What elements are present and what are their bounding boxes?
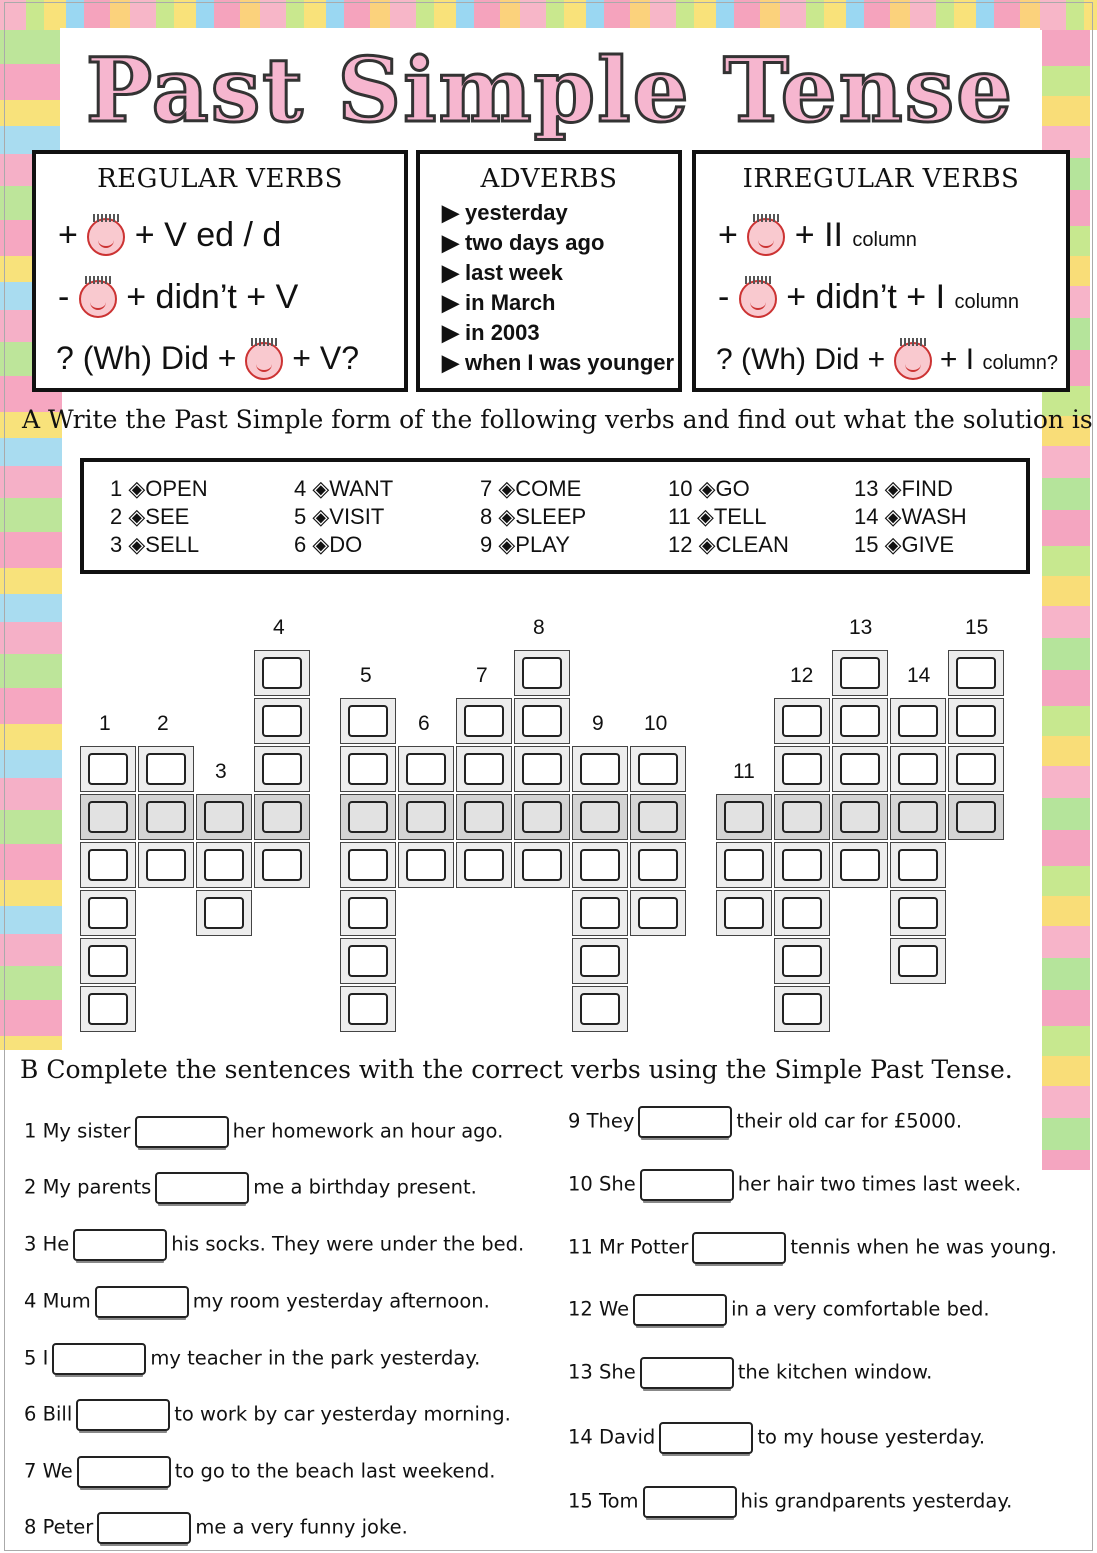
answer-blank[interactable] — [135, 1116, 229, 1148]
answer-blank[interactable] — [155, 1172, 249, 1204]
crossword-cell[interactable] — [254, 842, 310, 888]
crossword-cell[interactable] — [890, 698, 946, 744]
crossword-number: 1 — [99, 712, 111, 735]
sentence: 6 Bill to work by car yesterday morning. — [24, 1399, 511, 1431]
sentence: 1 My sister her homework an hour ago. — [24, 1116, 503, 1148]
crossword-solution-cell[interactable] — [340, 794, 396, 840]
crossword-number: 13 — [849, 616, 873, 639]
person-icon — [894, 342, 932, 380]
crossword-number: 8 — [533, 616, 545, 639]
adverbs-box — [416, 150, 682, 392]
section-a-instructions: A Write the Past Simple form of the following verbs and find out what the solution is — [22, 405, 1093, 434]
sentence: 10 She her hair two times last week. — [568, 1169, 1021, 1201]
decorative-border-top — [0, 0, 1097, 30]
crossword-cell[interactable] — [572, 890, 628, 936]
crossword-cell[interactable] — [774, 938, 830, 984]
verb-item: 13 ◈FIND — [854, 476, 953, 501]
crossword-solution-cell[interactable] — [514, 794, 570, 840]
crossword-cell[interactable] — [832, 698, 888, 744]
verb-list-box — [80, 458, 1030, 574]
crossword-solution-cell[interactable] — [716, 794, 772, 840]
sentence: 13 She the kitchen window. — [568, 1357, 932, 1389]
sentence: 15 Tom his grandparents yesterday. — [568, 1486, 1012, 1518]
answer-blank[interactable] — [692, 1232, 786, 1264]
verb-item: 1 ◈OPEN — [110, 476, 208, 501]
sentence: 3 He his socks. They were under the bed. — [24, 1229, 524, 1261]
verb-item: 9 ◈PLAY — [480, 532, 570, 557]
crossword-number: 3 — [215, 760, 227, 783]
crossword-cell[interactable] — [456, 746, 512, 792]
crossword-cell[interactable] — [716, 890, 772, 936]
sentence: 11 Mr Potter tennis when he was young. — [568, 1232, 1057, 1264]
verb-item: 8 ◈SLEEP — [480, 504, 587, 529]
crossword-cell[interactable] — [890, 890, 946, 936]
crossword-solution-cell[interactable] — [456, 794, 512, 840]
page-title: Past Simple Tense — [60, 28, 1040, 153]
crossword-cell[interactable] — [138, 746, 194, 792]
crossword-cell[interactable] — [80, 746, 136, 792]
person-icon — [87, 218, 125, 256]
crossword-cell[interactable] — [340, 842, 396, 888]
crossword-cell[interactable] — [80, 890, 136, 936]
crossword-number: 15 — [965, 616, 989, 639]
crossword-cell[interactable] — [630, 890, 686, 936]
crossword-cell[interactable] — [774, 890, 830, 936]
irregular-verbs-heading: IRREGULAR VERBS — [742, 164, 1020, 194]
crossword-solution-cell[interactable] — [254, 794, 310, 840]
irregular-verbs-box — [692, 150, 1070, 392]
crossword-cell[interactable] — [774, 746, 830, 792]
crossword-number: 12 — [790, 664, 814, 687]
crossword-cell[interactable] — [340, 746, 396, 792]
verb-item: 5 ◈VISIT — [294, 504, 385, 529]
crossword-cell[interactable] — [196, 842, 252, 888]
crossword-solution-cell[interactable] — [774, 794, 830, 840]
crossword-cell[interactable] — [832, 746, 888, 792]
crossword-solution-cell[interactable] — [196, 794, 252, 840]
crossword-cell[interactable] — [138, 842, 194, 888]
crossword-cell[interactable] — [948, 650, 1004, 696]
answer-blank[interactable] — [52, 1343, 146, 1375]
crossword-cell[interactable] — [630, 842, 686, 888]
crossword-number: 4 — [273, 616, 285, 639]
crossword-solution-cell[interactable] — [890, 794, 946, 840]
crossword-solution-cell[interactable] — [832, 794, 888, 840]
adverb-item: ▶ last week — [442, 258, 678, 288]
adverb-item: ▶ in March — [442, 288, 678, 318]
crossword-cell[interactable] — [572, 986, 628, 1032]
person-icon — [245, 342, 283, 380]
sentence: 7 We to go to the beach last weekend. — [24, 1456, 495, 1488]
crossword-solution-cell[interactable] — [138, 794, 194, 840]
crossword-number: 5 — [360, 664, 372, 687]
crossword-cell[interactable] — [774, 698, 830, 744]
verb-item: 7 ◈COME — [480, 476, 582, 501]
crossword-cell[interactable] — [630, 746, 686, 792]
regular-verbs-box — [32, 150, 408, 392]
adverbs-list — [420, 198, 678, 378]
crossword-cell[interactable] — [398, 746, 454, 792]
crossword-solution-cell[interactable] — [630, 794, 686, 840]
verb-item: 11 ◈TELL — [668, 504, 767, 529]
answer-blank[interactable] — [73, 1229, 167, 1261]
crossword-cell[interactable] — [572, 842, 628, 888]
verb-item: 6 ◈DO — [294, 532, 363, 557]
sentence: 14 David to my house yesterday. — [568, 1422, 985, 1454]
crossword-number: 6 — [418, 712, 430, 735]
crossword-cell[interactable] — [80, 986, 136, 1032]
crossword-solution-cell[interactable] — [398, 794, 454, 840]
sentence: 12 We in a very comfortable bed. — [568, 1294, 990, 1326]
crossword-number: 10 — [644, 712, 668, 735]
crossword-cell[interactable] — [340, 986, 396, 1032]
crossword-cell[interactable] — [514, 698, 570, 744]
sentence: 2 My parents me a birthday present. — [24, 1172, 477, 1204]
crossword-cell[interactable] — [80, 842, 136, 888]
person-icon — [79, 280, 117, 318]
answer-blank[interactable] — [633, 1294, 727, 1326]
crossword-cell[interactable] — [774, 842, 830, 888]
answer-blank[interactable] — [643, 1486, 737, 1518]
crossword-number: 9 — [592, 712, 604, 735]
crossword-cell[interactable] — [254, 650, 310, 696]
answer-blank[interactable] — [97, 1512, 191, 1544]
sentence: 5 I my teacher in the park yesterday. — [24, 1343, 480, 1375]
person-icon — [739, 280, 777, 318]
adverb-item: ▶ two days ago — [442, 228, 678, 258]
crossword-solution-cell[interactable] — [572, 794, 628, 840]
crossword-cell[interactable] — [832, 650, 888, 696]
crossword-cell[interactable] — [398, 842, 454, 888]
crossword-cell[interactable] — [456, 842, 512, 888]
crossword-cell[interactable] — [254, 746, 310, 792]
irregular-negative-rule: - + didn’t + I column — [718, 278, 1019, 318]
answer-blank[interactable] — [638, 1106, 732, 1138]
sentence: 8 Peter me a very funny joke. — [24, 1512, 408, 1544]
verb-item: 3 ◈SELL — [110, 532, 200, 557]
crossword-number: 7 — [476, 664, 488, 687]
verb-item: 10 ◈GO — [668, 476, 750, 501]
adverb-item: ▶ yesterday — [442, 198, 678, 228]
crossword-cell[interactable] — [948, 698, 1004, 744]
crossword-cell[interactable] — [716, 842, 772, 888]
verb-item: 2 ◈SEE — [110, 504, 190, 529]
answer-blank[interactable] — [76, 1399, 170, 1431]
crossword-cell[interactable] — [774, 986, 830, 1032]
adverbs-heading: ADVERBS — [480, 164, 618, 194]
crossword-cell[interactable] — [196, 890, 252, 936]
regular-negative-rule: - + didn’t + V — [58, 278, 298, 318]
person-icon — [747, 218, 785, 256]
adverb-item: ▶ in 2003 — [442, 318, 678, 348]
crossword-cell[interactable] — [572, 938, 628, 984]
crossword-cell[interactable] — [340, 698, 396, 744]
crossword-cell[interactable] — [832, 842, 888, 888]
answer-blank[interactable] — [659, 1422, 753, 1454]
crossword-cell[interactable] — [948, 746, 1004, 792]
answer-blank[interactable] — [95, 1286, 189, 1318]
regular-positive-rule: + + V ed / d — [58, 216, 281, 256]
crossword-cell[interactable] — [572, 746, 628, 792]
crossword-cell[interactable] — [890, 842, 946, 888]
crossword-solution-cell[interactable] — [80, 794, 136, 840]
crossword-cell[interactable] — [456, 698, 512, 744]
answer-blank[interactable] — [640, 1357, 734, 1389]
answer-blank[interactable] — [77, 1456, 171, 1488]
crossword-cell[interactable] — [514, 650, 570, 696]
crossword-cell[interactable] — [890, 938, 946, 984]
crossword-cell[interactable] — [340, 938, 396, 984]
adverb-item: ▶ when I was younger — [442, 348, 678, 378]
verb-item: 4 ◈WANT — [294, 476, 394, 501]
crossword-cell[interactable] — [514, 746, 570, 792]
crossword-cell[interactable] — [340, 890, 396, 936]
verb-item: 12 ◈CLEAN — [668, 532, 789, 557]
verb-item: 14 ◈WASH — [854, 504, 967, 529]
verb-item: 15 ◈GIVE — [854, 532, 955, 557]
crossword-number: 2 — [157, 712, 169, 735]
regular-verbs-heading: REGULAR VERBS — [97, 164, 343, 194]
crossword-solution-cell[interactable] — [948, 794, 1004, 840]
crossword-number: 14 — [907, 664, 931, 687]
crossword-cell[interactable] — [80, 938, 136, 984]
crossword-cell[interactable] — [890, 746, 946, 792]
section-b-instructions: B Complete the sentences with the correct verbs using the Simple Past Tense. — [20, 1055, 1013, 1084]
regular-question-rule: ? (Wh) Did + + V? — [56, 340, 359, 380]
crossword-number: 11 — [733, 760, 755, 783]
answer-blank[interactable] — [640, 1169, 734, 1201]
sentence: 4 Mum my room yesterday afternoon. — [24, 1286, 490, 1318]
crossword-cell[interactable] — [514, 842, 570, 888]
sentence: 9 They their old car for £5000. — [568, 1106, 962, 1138]
crossword-cell[interactable] — [254, 698, 310, 744]
irregular-question-rule: ? (Wh) Did + + I column? — [716, 342, 1058, 380]
irregular-positive-rule: + + II column — [718, 216, 917, 256]
